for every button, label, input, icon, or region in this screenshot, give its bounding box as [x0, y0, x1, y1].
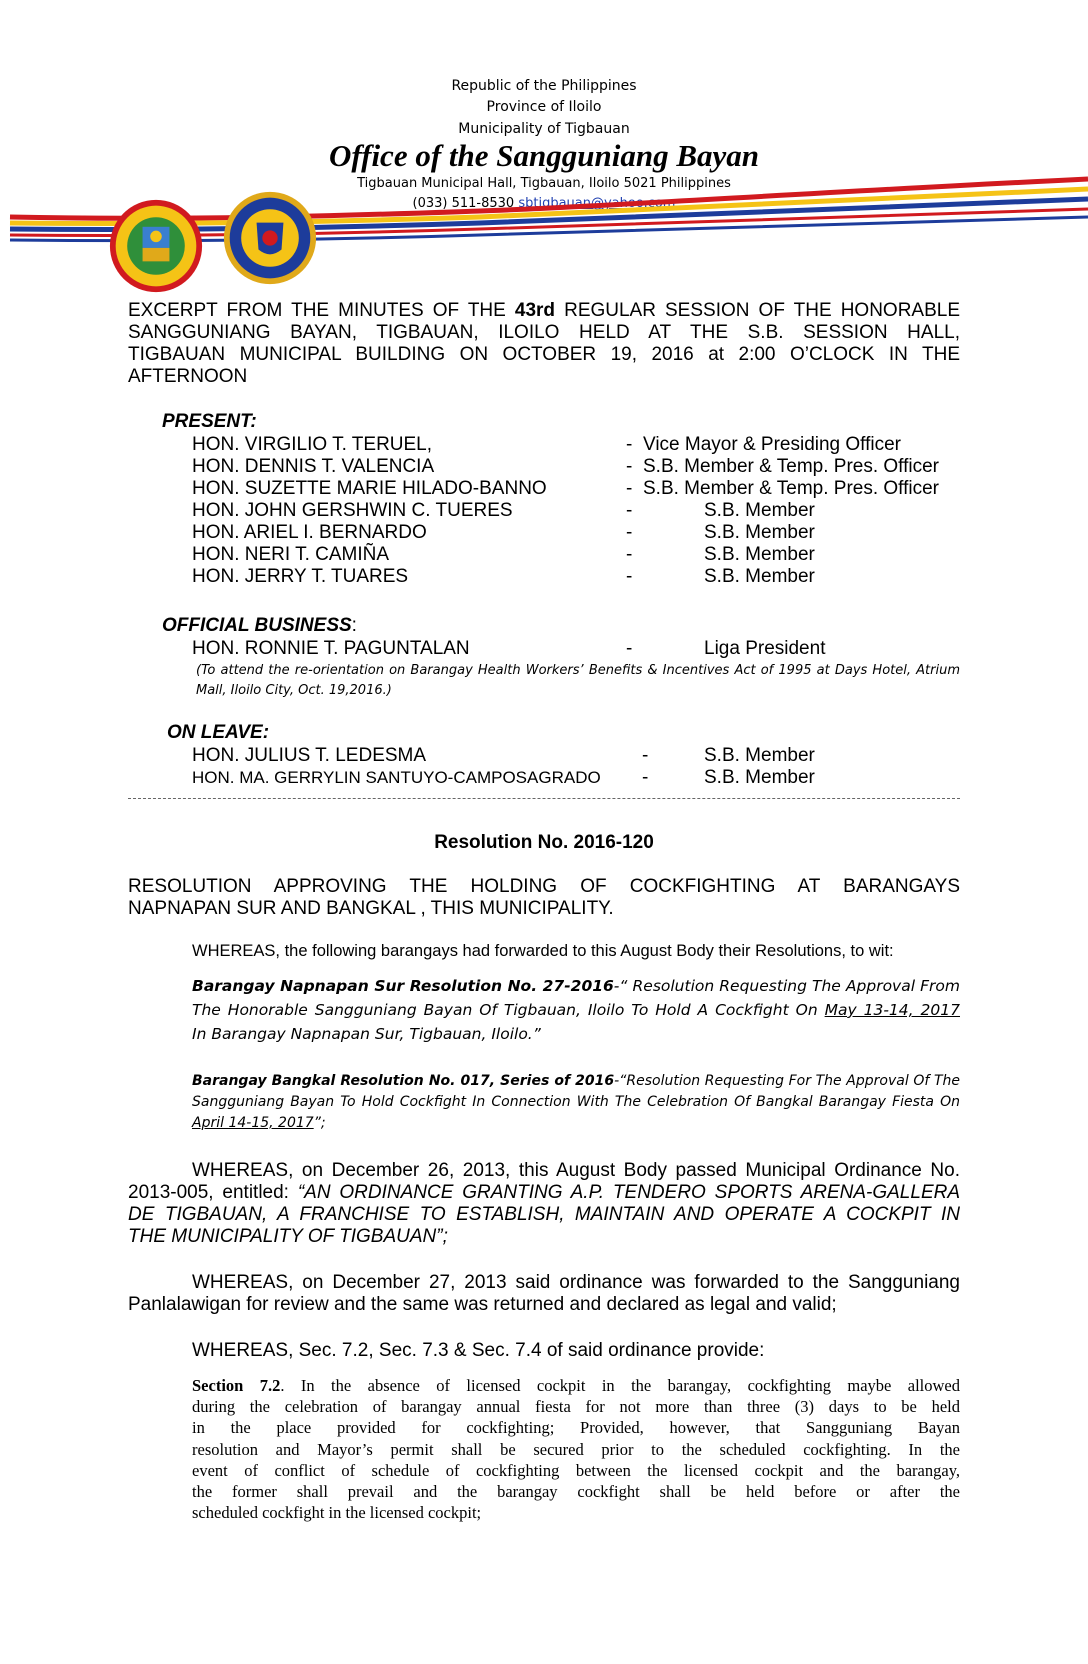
- member-name: HON. JOHN GERSHWIN C. TUERES: [192, 500, 513, 521]
- office-address: Tigbauan Municipal Hall, Tigbauan, Iloilo 5021 Philippines: [357, 176, 731, 191]
- member-role: S.B. Member: [704, 745, 815, 766]
- republic-line: Republic of the Philippines: [451, 78, 637, 94]
- brgy2-line-1: Barangay Bangkal Resolution No. 017, Series of 2016-“Resolution Requesting For The Approval Of The: [192, 1073, 960, 1089]
- municipality-seal-icon: [108, 198, 204, 294]
- email-link[interactable]: sbtigbauan@yahoo.com: [518, 196, 676, 211]
- on-leave-heading: ON LEAVE:: [167, 722, 270, 743]
- dash: -: [642, 767, 649, 788]
- member-name: HON. JULIUS T. LEDESMA: [192, 745, 427, 766]
- brgy2-resolution-title: Barangay Bangkal Resolution No. 017, Series of 2016: [192, 1073, 615, 1089]
- official-business-role: Liga President: [704, 638, 826, 659]
- separator: [128, 798, 960, 799]
- member-name: HON. MA. GERRYLIN SANTUYO-CAMPOSAGRADO: [192, 768, 601, 787]
- present-heading: PRESENT:: [162, 411, 257, 432]
- whereas-3-line-2: Panlalawigan for review and the same was returned and declared as legal and valid;: [128, 1294, 837, 1315]
- phone-number: (033) 511-8530: [412, 196, 515, 211]
- section-line: during the celebration of barangay annual fiesta for not more than three (3) days to be held: [192, 1397, 960, 1416]
- brgy1-date: May 13-14, 2017: [824, 1001, 960, 1019]
- whereas-2-line-1: WHEREAS, on December 26, 2013, this August Body passed Municipal Ordinance No.: [192, 1160, 960, 1181]
- dash: -: [626, 500, 633, 521]
- member-role: S.B. Member: [704, 522, 815, 543]
- whereas-2-line-3: DE TIGBAUAN, A FRANCHISE TO ESTABLISH, MAINTAIN AND OPERATE A COCKPIT IN: [128, 1204, 960, 1225]
- section-line-1: Section 7.2. In the absence of licensed cockpit in the barangay, cockfighting maybe allowed: [192, 1376, 960, 1395]
- member-name: HON. VIRGILIO T. TERUEL,: [192, 434, 433, 455]
- ordinance-title: “AN ORDINANCE GRANTING A.P. TENDERO SPORTS ARENA-GALLERA: [297, 1182, 961, 1203]
- member-name: HON. SUZETTE MARIE HILADO-BANNO: [192, 478, 547, 499]
- resolution-number: Resolution No. 2016-120: [434, 832, 654, 853]
- resolution-title-2: NAPNAPAN SUR AND BANGKAL , THIS MUNICIPALITY.: [128, 898, 614, 919]
- brgy1-line-2: The Honorable Sangguniang Bayan Of Tigbauan, Iloilo To Hold A Cockfight On May 13-14, 2017: [192, 1001, 960, 1019]
- brgy1-line-1: Barangay Napnapan Sur Resolution No. 27-2016-“ Resolution Requesting The Approval From: [192, 977, 960, 995]
- whereas-3-line-1: WHEREAS, on December 27, 2013 said ordinance was forwarded to the Sangguniang: [192, 1272, 960, 1293]
- member-name: HON. DENNIS T. VALENCIA: [192, 456, 435, 477]
- excerpt-line-4: AFTERNOON: [128, 366, 248, 387]
- whereas-2-line-4: THE MUNICIPALITY OF TIGBAUAN”;: [128, 1226, 448, 1247]
- brgy2-line-2: Sangguniang Bayan To Hold Cockfight In Connection With The Celebration Of Bangkal Barangay Fiesta On: [192, 1094, 960, 1110]
- municipality-line: Municipality of Tigbauan: [458, 121, 630, 137]
- resolution-title-1: RESOLUTION APPROVING THE HOLDING OF COCKFIGHTING AT BARANGAYS: [128, 876, 960, 897]
- brgy1-line-3: In Barangay Napnapan Sur, Tigbauan, Iloilo.”: [192, 1025, 541, 1043]
- dash: -: [626, 434, 633, 455]
- excerpt-line-1: EXCERPT FROM THE MINUTES OF THE 43rd REGULAR SESSION OF THE HONORABLE: [128, 300, 961, 321]
- whereas-1: WHEREAS, the following barangays had forwarded to this August Body their Resolutions, to wit:: [192, 942, 894, 960]
- whereas-4: WHEREAS, Sec. 7.2, Sec. 7.3 & Sec. 7.4 of said ordinance provide:: [192, 1340, 765, 1361]
- section-line-last: scheduled cockfight in the licensed cockpit;: [192, 1503, 482, 1522]
- official-business-note-1: (To attend the re-orientation on Barangay Health Workers’ Benefits & Incentives Act of 1995 at Days Hotel, Atrium: [196, 663, 960, 678]
- excerpt-line-3: TIGBAUAN MUNICIPAL BUILDING ON OCTOBER 19, 2016 at 2:00 O’CLOCK IN THE: [128, 344, 960, 365]
- member-role: S.B. Member: [704, 566, 815, 587]
- official-business-name: HON. RONNIE T. PAGUNTALAN: [192, 638, 470, 659]
- section-line: event of conflict of schedule of cockfighting between the licensed cockpit and the barangay,: [192, 1461, 960, 1480]
- session-number: 43rd: [514, 300, 556, 321]
- section-line: the former shall prevail and the barangay cockfight shall be held before or after the: [192, 1482, 960, 1501]
- member-role: S.B. Member & Temp. Pres. Officer: [643, 456, 940, 477]
- excerpt-line-2: SANGGUNIANG BAYAN, TIGBAUAN, ILOILO HELD AT THE S.B. SESSION HALL,: [128, 322, 960, 343]
- section-line: in the place provided for cockfighting; Provided, however, that Sangguniang Bayan: [192, 1418, 960, 1437]
- dash: -: [626, 478, 633, 499]
- member-role: S.B. Member: [704, 544, 815, 565]
- brgy1-resolution-title: Barangay Napnapan Sur Resolution No. 27-2016: [192, 977, 614, 995]
- official-business-note-2: Mall, Iloilo City, Oct. 19,2016.): [196, 683, 392, 698]
- dash: -: [626, 522, 633, 543]
- sangguniang-bayan-seal-icon: [222, 190, 318, 286]
- member-name: HON. NERI T. CAMIÑA: [192, 544, 390, 565]
- dash: -: [626, 638, 633, 659]
- brgy2-date: April 14-15, 2017: [192, 1115, 314, 1131]
- section-line: resolution and Mayor’s permit shall be secured prior to the scheduled cockfighting. In the: [192, 1440, 960, 1459]
- office-title: Office of the Sangguniang Bayan: [328, 138, 760, 173]
- province-line: Province of Iloilo: [486, 99, 602, 115]
- dash: -: [626, 566, 633, 587]
- member-role: S.B. Member: [704, 767, 815, 788]
- brgy2-line-3: April 14-15, 2017”;: [192, 1115, 326, 1131]
- official-business-heading: OFFICIAL BUSINESS:: [162, 615, 357, 636]
- member-role: Vice Mayor & Presiding Officer: [643, 434, 902, 455]
- member-name: HON. ARIEL I. BERNARDO: [192, 522, 427, 543]
- member-name: HON. JERRY T. TUARES: [192, 566, 409, 587]
- section-label: Section 7.2: [192, 1376, 281, 1395]
- dash: -: [626, 544, 633, 565]
- member-role: S.B. Member & Temp. Pres. Officer: [643, 478, 940, 499]
- dash: -: [626, 456, 633, 477]
- dash: -: [642, 745, 649, 766]
- member-role: S.B. Member: [704, 500, 815, 521]
- whereas-2-line-2: 2013-005, entitled: “AN ORDINANCE GRANTING A.P. TENDERO SPORTS ARENA-GALLERA: [128, 1182, 961, 1203]
